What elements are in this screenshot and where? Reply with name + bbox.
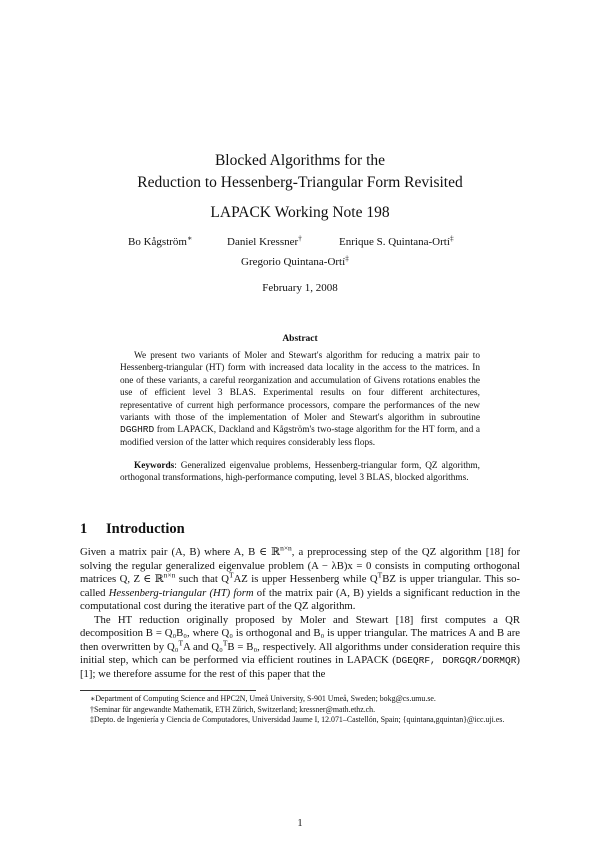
intro-paragraph-1: Given a matrix pair (A, B) where A, B ∈ ℝ$^{n\times n}$, a preprocessing step of the QZ algorithm [18] for solving the regular generalized eigenvalue problem (A − λB)x = 0 consists in computing orthogonal matrices Q, Z ∈ ℝ$^{n\times n}$ such that $Q^TAZ$ is upper Hessenberg while $Q^TBZ$ is upper triangular. This so-called Hessenberg-triangular (HT) form of the matrix pair (A, B) yields a significant reduction in the computational cost during the iterative part of the QZ algorithm. [80,543,521,612]
footnotes [80,694,520,726]
working-note-title: LAPACK Working Note 198 [210,204,390,221]
abstract-text: We present two variants of Moler and Stewart's algorithm for reducing a matrix pair to Hessenberg-triangular (HT) form with increased data locality in the access to the matrices. In one of these variants, a careful reorganization and accumulation of Givens rotations enables the use of efficient level 3 BLAS. Experimental results on four different architectures, representative of current high performance processors, compare the performances of the new variants with those of the implementation of Moler and Stewart's algorithm in subroutine DGGHRD from LAPACK, Dackland and Kågström's two-stage algorithm for the HT form, and a modified version of the latter which requires considerably less flops. [120,351,480,448]
paper-title-line2: Reduction to Hessenberg-Triangular Form Revisited [137,174,463,191]
footnote-3: ‡Depto. de Ingeniería y Ciencia de Computadores, Universidad Jaume I, 12.071–Castellón, Spain; {quintana,gquintan}@icc.uji.es. [90,715,505,725]
introduction-body [80,543,521,681]
publication-date: February 1, 2008 [262,282,338,294]
intro-paragraph-2: The HT reduction originally proposed by Moler and Stewart [18] first computes a QR decomposition B = Q₀B₀, where Q₀ is orthogonal and B₀ is upper triangular. The matrices A and B are then overwritten by Q₀$^T$A and Q₀$^T$B = B₀, respectively. All algorithms under consideration require this initial step, which can be performed via efficient routines in LAPACK (DGEQRF, DORGQR/DORMQR) [1]; we therefore assume for the rest of this paper that the [80,613,521,680]
keywords: Keywords: Generalized eigenvalue problems, Hessenberg-triangular form, QZ algorithm, orthogonal transformations, high-performance computing, level 3 BLAS, blocked algorithms. [120,461,480,484]
page-number: 1 [297,818,303,829]
paper-title-line1: Blocked Algorithms for the [214,152,386,169]
author-kressner: Daniel Kressner† [227,233,303,248]
section-heading-introduction: 1 Introduction [80,521,185,537]
author-e-quintana: Enrique S. Quintana-Ortí‡ [339,233,454,248]
footnote-2: †Seminar für angewandte Mathematik, ETH Zürich, Switzerland; kressner@math.ethz.ch. [90,704,376,714]
author-kagstrom: Bo Kågström∗ [128,233,193,248]
keywords-label: Keywords [134,461,175,471]
code-dgghrd: DGGHRD [120,424,155,436]
footnote-rule [80,690,256,691]
abstract-heading: Abstract [282,334,318,344]
footnote-1: ∗Department of Computing Science and HPC2N, Umeå University, S-901 Umeå, Sweden; bokg@cs.umu.se. [90,694,436,703]
author-g-quintana: Gregorio Quintana-Ortí‡ [241,253,350,268]
